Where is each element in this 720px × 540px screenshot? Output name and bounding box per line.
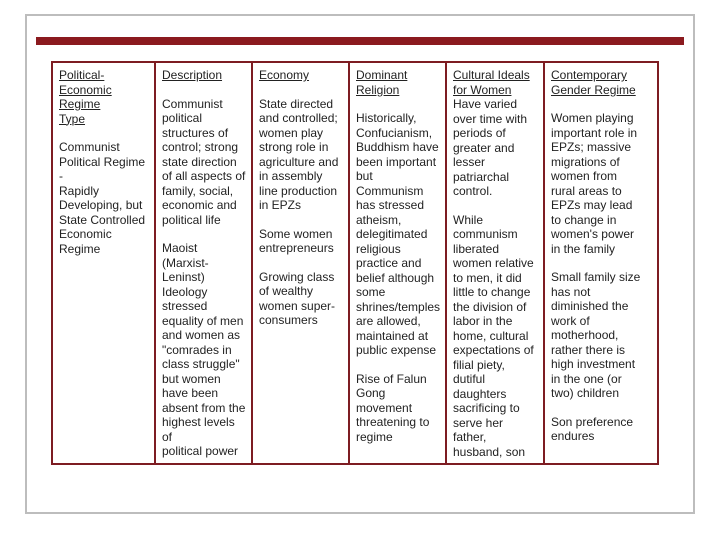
cell-economy-para-1: State directed and controlled; women play strong role in agriculture and in assembly line production in EPZs <box>259 96 339 212</box>
cell-gender-para-2: Small family size has not diminished the work of motherhood, rather there is high investment in the one (or two) children <box>551 270 641 400</box>
col-religion <box>349 62 446 464</box>
cell-cultural-para-2: While communism liberated women relative to men, it did little to change the division of labor in the home, cultural expectations of filial piety, dutiful daughters sacrificing to serve her father, husband, son <box>453 212 534 459</box>
cell-cultural-para-1: Have varied over time with periods of greater and lesser patriarchal control. <box>453 97 528 198</box>
cell-gender-para-3: Son preference endures <box>551 414 634 443</box>
header-cultural-ideals: Cultural Ideals for Women <box>453 68 530 97</box>
header-regime-type: Political- Economic Regime Type <box>59 68 112 126</box>
cell-gender-para-1: Women playing important role in EPZs; massive migrations of women from rural areas to EPZs may lead to change in women's power in the family <box>551 111 638 256</box>
col-regime-type <box>52 62 155 464</box>
cell-description-para-2: Maoist (Marxist- Leninst) Ideology stressed equality of men and women as "comrades in class struggle" but women have been absent from the highest levels of political power <box>162 241 246 458</box>
cell-description-para-1: Communist political structures of control; strong state direction of all aspects of family, social, economic and political life <box>162 96 246 227</box>
col-economy <box>252 62 349 464</box>
col-cultural-ideals <box>446 62 544 464</box>
header-description: Description <box>162 68 223 82</box>
header-religion: Dominant Religion <box>356 68 408 97</box>
col-gender-regime <box>544 62 658 464</box>
cell-economy-para-3: Growing class of wealthy women super- consumers <box>259 269 336 327</box>
cell-economy-para-2: Some women entrepreneurs <box>259 226 334 255</box>
header-gender-regime: Contemporary Gender Regime <box>551 68 636 97</box>
title-accent-bar <box>36 37 684 45</box>
cell-regime-type-text: Communist Political Regime - Rapidly Developing, but State Controlled Economic Regime <box>59 140 146 256</box>
header-economy: Economy <box>259 68 310 82</box>
cell-religion-para-2: Rise of Falun Gong movement threatening to regime <box>356 371 430 444</box>
cell-religion-para-1: Historically, Confucianism, Buddhism have been important but Communism has stressed atheism, delegitimated religious practice and belief although some shrines/temples are allowed, maintained at public expense <box>356 111 441 357</box>
comparison-table <box>51 61 659 465</box>
col-description <box>155 62 252 464</box>
